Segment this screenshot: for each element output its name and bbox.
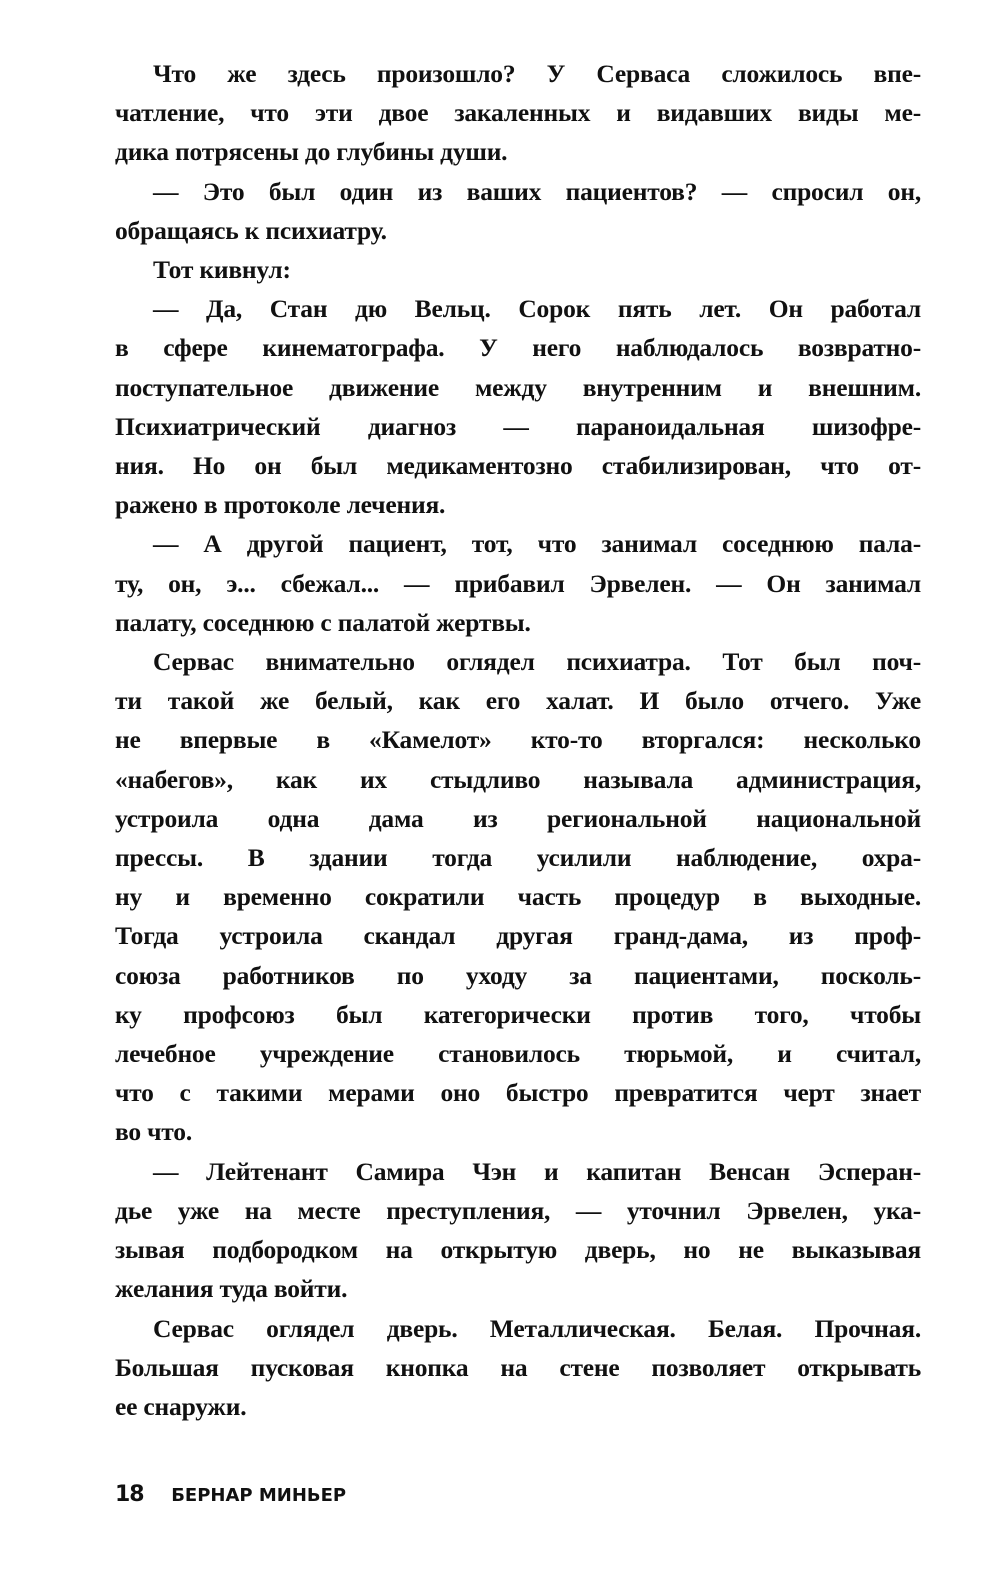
text-line: не впервые в «Камелот» кто-то вторгался: несколько [115,725,921,755]
paragraph [115,1309,921,1427]
page-body [115,54,921,1426]
text-line: Что же здесь произошло? У Серваса сложилось впе- [153,59,921,88]
text-line: поступательное движение между внутренним и внешним. [115,372,921,402]
paragraph [115,172,921,250]
text-line: Сервас внимательно оглядел психиатра. Тот был поч- [153,647,921,677]
text-line: ражено в протоколе лечения. [115,490,446,520]
text-line: Сервас оглядел дверь. Металлическая. Белая. Прочная. [153,1313,921,1343]
text-line: во что. [115,1117,193,1147]
text-line: — Это был один из ваших пациентов? — спросил он, [153,176,921,206]
paragraph [115,524,921,642]
text-line: ее снаружи. [115,1391,247,1421]
paragraph [115,642,921,1152]
paragraph [115,1152,921,1309]
text-line: Тогда устроила скандал другая гранд-дама, из проф- [115,921,921,951]
text-line: в сфере кинематографа. У него наблюдалось возвратно- [115,333,921,363]
page-footer [115,1482,346,1507]
text-line: союза работников по уходу за пациентами, посколь- [115,960,921,990]
text-line: палату, соседнюю с палатой жертвы. [115,607,531,637]
text-line: — Да, Стан дю Вельц. Сорок пять лет. Он работал [153,294,921,324]
paragraph [115,54,921,172]
text-line: дье уже на месте преступления, — уточнил Эрвелен, ука- [115,1195,921,1225]
text-line: ту, он, э... сбежал... — прибавил Эрвелен. — Он занимал [115,568,921,598]
running-footer-author: БЕРНАР МИНЬЕР [171,1485,347,1506]
text-line: — А другой пациент, тот, что занимал соседнюю пала- [153,529,921,559]
text-line: — Лейтенант Самира Чэн и капитан Венсан Эсперан- [153,1156,921,1186]
text-line: «набегов», как их стыдливо называла администрация, [115,764,921,794]
text-line: обращаясь к психиатру. [115,215,387,245]
text-line: зывая подбородком на открытую дверь, но не выказывая [115,1235,921,1265]
page-number: 18 [115,1482,144,1507]
text-line: Психиатрический диагноз — параноидальная шизофре- [115,411,921,441]
text-line: лечебное учреждение становилось тюрьмой, и считал, [115,1039,921,1069]
text-line: желания туда войти. [115,1274,348,1304]
text-line: ку профсоюз был категорически против того, чтобы [115,999,921,1029]
paragraph [115,250,921,289]
paragraph [115,289,921,524]
text-line: Большая пусковая кнопка на стене позволяет открывать [115,1352,921,1382]
text-line: ния. Но он был медикаментозно стабилизирован, что от- [115,451,921,481]
text-line: что с такими мерами оно быстро превратится черт знает [115,1078,921,1108]
text-line: ти такой же белый, как его халат. И было отчего. Уже [115,686,921,716]
text-line: ну и временно сократили часть процедур в выходные. [115,882,921,912]
text-line: дика потрясены до глубины души. [115,137,508,167]
text-line: прессы. В здании тогда усилили наблюдение, охра- [115,843,921,873]
text-line: Тот кивнул: [153,255,291,285]
text-line: чатление, что эти двое закаленных и видавших виды ме- [115,98,921,128]
text-line: устроила одна дама из региональной национальной [115,803,921,833]
